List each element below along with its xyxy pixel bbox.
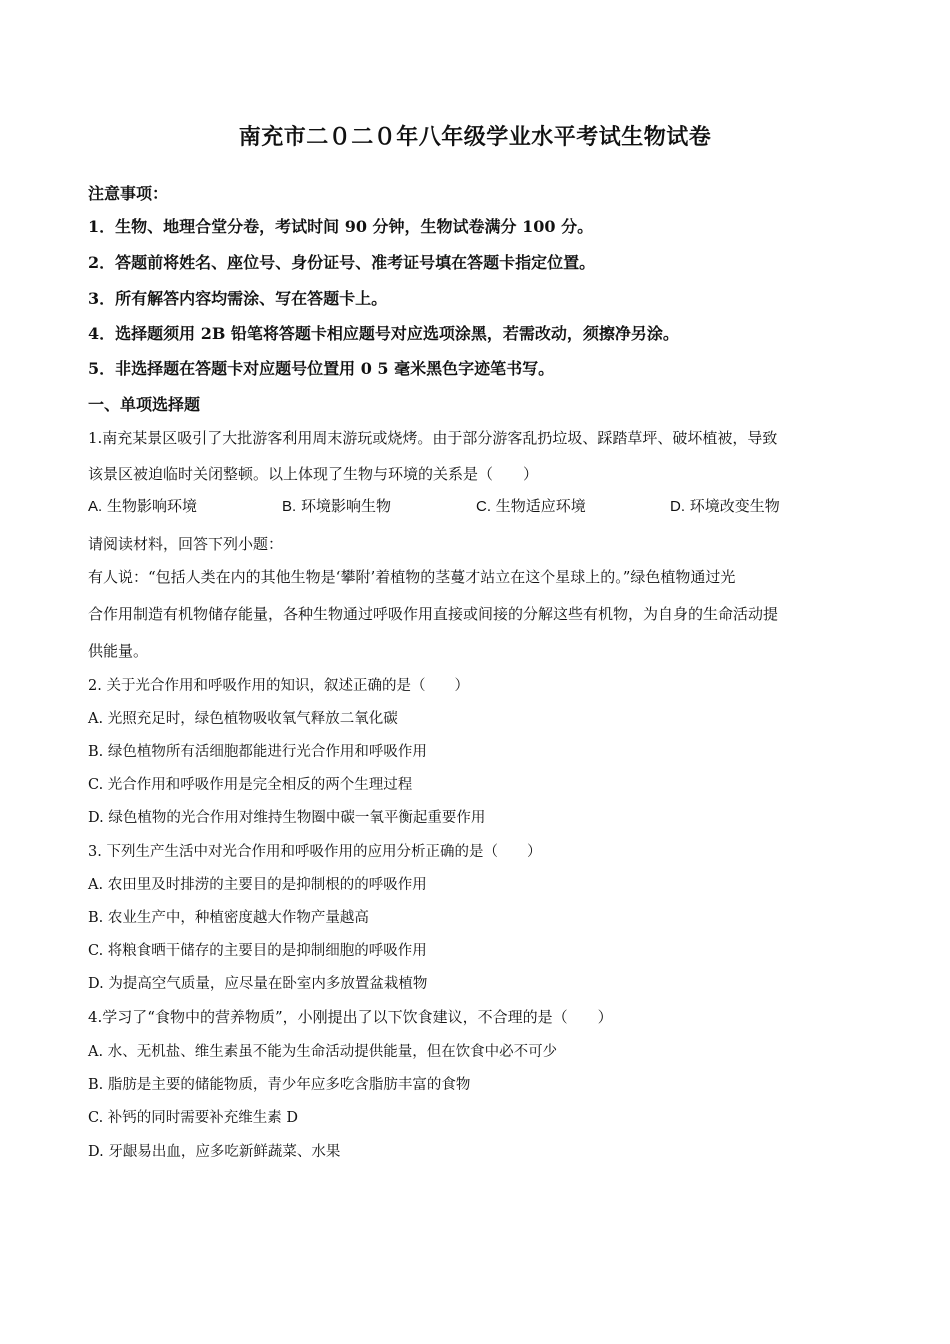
option-text: 环境改变生物 [685, 497, 780, 515]
option-letter: A. [88, 498, 103, 515]
q1-option-b [282, 495, 391, 516]
q1-option-a [88, 495, 197, 516]
notice-item-4: 4．选择题须用 2B 铅笔将答题卡相应题号对应选项涂黑，若需改动，须擦净另涂。 [88, 324, 679, 343]
q1-stem-line1: 1.南充某景区吸引了大批游客利用周末游玩或烧烤。由于部分游客乱扔垃圾、踩踏草坪、破坏植被，导致 [88, 429, 778, 447]
option-letter: B. [282, 498, 297, 515]
q4-option-d: D. 牙龈易出血，应多吃新鲜蔬菜、水果 [88, 1144, 341, 1160]
option-text: 生物影响环境 [102, 497, 197, 515]
notice-heading: 注意事项： [88, 184, 169, 203]
q2-option-a: A. 光照充足时，绿色植物吸收氧气释放二氧化碳 [88, 711, 398, 727]
q1-option-d [670, 495, 780, 516]
q1-option-c [476, 495, 586, 516]
option-letter: D. [670, 498, 685, 515]
material-intro: 请阅读材料，回答下列小题： [88, 535, 284, 553]
q2-option-d: D. 绿色植物的光合作用对维持生物圈中碳一氧平衡起重要作用 [88, 810, 486, 826]
q4-option-c: C. 补钙的同时需要补充维生素 D [88, 1110, 299, 1126]
section-heading: 一、单项选择题 [88, 395, 201, 414]
q2-option-b: B. 绿色植物所有活细胞都能进行光合作用和呼吸作用 [88, 744, 427, 760]
q2-option-c: C. 光合作用和呼吸作用是完全相反的两个生理过程 [88, 777, 413, 793]
material-line2: 合作用制造有机物储存能量，各种生物通过呼吸作用直接或间接的分解这些有机物，为自身的生命活动提 [88, 605, 779, 623]
q3-option-b: B. 农业生产中，种植密度越大作物产量越高 [88, 910, 369, 926]
notice-item-5: 5．非选择题在答题卡对应题号位置用 0 5 毫米黑色字迹笔书写。 [88, 359, 555, 378]
q4-option-a: A. 水、无机盐、维生素虽不能为生命活动提供能量，但在饮食中必不可少 [88, 1044, 558, 1060]
q4-stem: 4.学习了“食物中的营养物质”，小刚提出了以下饮食建议，不合理的是（ ） [88, 1008, 613, 1026]
q1-options [88, 495, 868, 519]
notice-item-3: 3．所有解答内容均需涂、写在答题卡上。 [88, 289, 388, 308]
q3-option-d: D. 为提高空气质量，应尽量在卧室内多放置盆栽植物 [88, 976, 428, 992]
material-line3: 供能量。 [88, 642, 149, 660]
q3-option-a: A. 农田里及时排涝的主要目的是抑制根的的呼吸作用 [88, 877, 427, 893]
option-letter: C. [476, 498, 491, 515]
material-line1: 有人说：“包括人类在内的其他生物是‘攀附’着植物的茎蔓才站立在这个星球上的。”绿色植物通过光 [88, 568, 736, 586]
q3-stem: 3. 下列生产生活中对光合作用和呼吸作用的应用分析正确的是（ ） [88, 844, 542, 860]
option-text: 环境影响生物 [296, 497, 391, 515]
notice-item-2: 2．答题前将姓名、座位号、身份证号、准考证号填在答题卡指定位置。 [88, 253, 596, 272]
notice-item-1: 1．生物、地理合堂分卷，考试时间 90 分钟，生物试卷满分 100 分。 [88, 217, 594, 236]
q4-option-b: B. 脂肪是主要的储能物质，青少年应多吃含脂肪丰富的食物 [88, 1077, 471, 1093]
q3-option-c: C. 将粮食晒干储存的主要目的是抑制细胞的呼吸作用 [88, 943, 427, 959]
option-text: 生物适应环境 [491, 497, 586, 515]
q1-stem-line2: 该景区被迫临时关闭整顿。以上体现了生物与环境的关系是（ ） [88, 465, 539, 483]
page-title: 南充市二０二０年八年级学业水平考试生物试卷 [238, 124, 712, 150]
q2-stem: 2. 关于光合作用和呼吸作用的知识，叙述正确的是（ ） [88, 678, 469, 694]
